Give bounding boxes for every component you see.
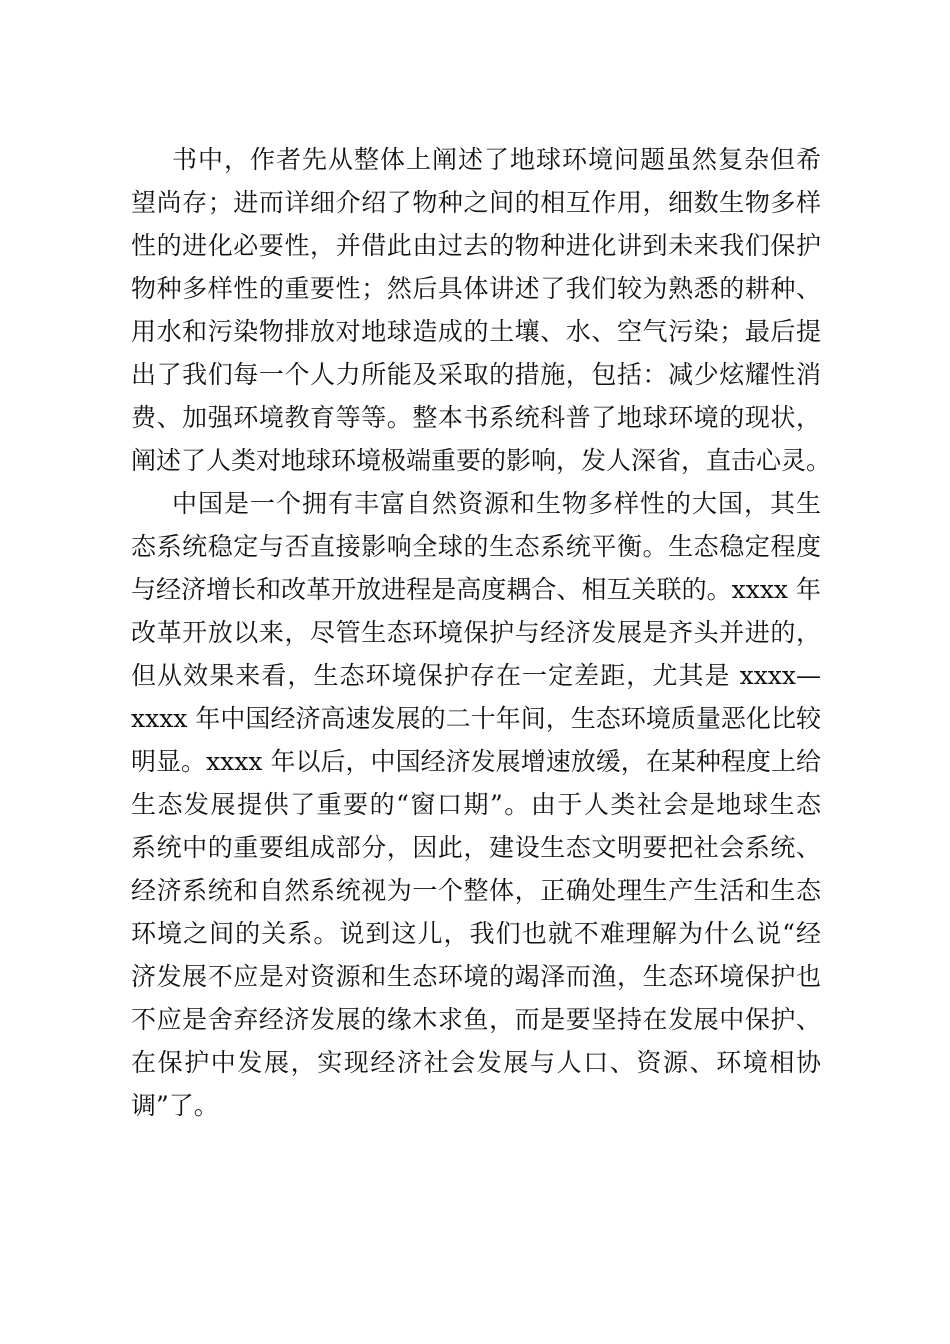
paragraph-line: 调”了。 [131,1091,219,1120]
paragraph-line: 用水和污染物排放对地球造成的土壤、水、空气污染；最后提 [131,317,821,346]
paragraph-line: 明显。xxxx 年以后，中国经济发展增速放缓，在某种程度上给 [131,747,821,776]
paragraph-line: 出了我们每一个人力所能及采取的措施，包括：减少炫耀性消 [131,360,821,389]
paragraph-line: 环境之间的关系。说到这儿，我们也就不难理解为什么说“经 [131,919,821,948]
paragraph-line: 在保护中发展，实现经济社会发展与人口、资源、环境相协 [131,1048,821,1077]
paragraph-line: 不应是舍弃经济发展的缘木求鱼，而是要坚持在发展中保护、 [131,1005,821,1034]
paragraph-line: 经济系统和自然系统视为一个整体，正确处理生产生活和生态 [131,876,821,905]
paragraph-line: 改革开放以来，尽管生态环境保护与经济发展是齐头并进的， [131,618,821,647]
paragraph-line: xxxx 年中国经济高速发展的二十年间，生态环境质量恶化比较 [131,704,821,733]
paragraph-line: 物种多样性的重要性；然后具体讲述了我们较为熟悉的耕种、 [131,274,821,303]
paragraph-line: 书中，作者先从整体上阐述了地球环境问题虽然复杂但希 [172,145,821,174]
paragraph-line: 与经济增长和改革开放进程是高度耦合、相互关联的。xxxx 年 [131,575,821,604]
paragraph-line: 阐述了人类对地球环境极端重要的影响，发人深省，直击心灵。 [131,446,832,475]
paragraph-line: 费、加强环境教育等等。整本书系统科普了地球环境的现状， [131,403,821,432]
paragraph-line: 性的进化必要性，并借此由过去的物种进化讲到未来我们保护 [131,231,821,260]
paragraph-line: 但从效果来看，生态环境保护存在一定差距，尤其是 xxxx— [131,661,821,690]
paragraph-line: 望尚存；进而详细介绍了物种之间的相互作用，细数生物多样 [131,188,821,217]
paragraph-line: 中国是一个拥有丰富自然资源和生物多样性的大国，其生 [172,489,821,518]
paragraph-line: 态系统稳定与否直接影响全球的生态系统平衡。生态稳定程度 [131,532,821,561]
paragraph-line: 生态发展提供了重要的“窗口期”。由于人类社会是地球生态 [131,790,821,819]
paragraph-line: 系统中的重要组成部分，因此，建设生态文明要把社会系统、 [131,833,821,862]
paragraph-line: 济发展不应是对资源和生态环境的竭泽而渔，生态环境保护也 [131,962,821,991]
